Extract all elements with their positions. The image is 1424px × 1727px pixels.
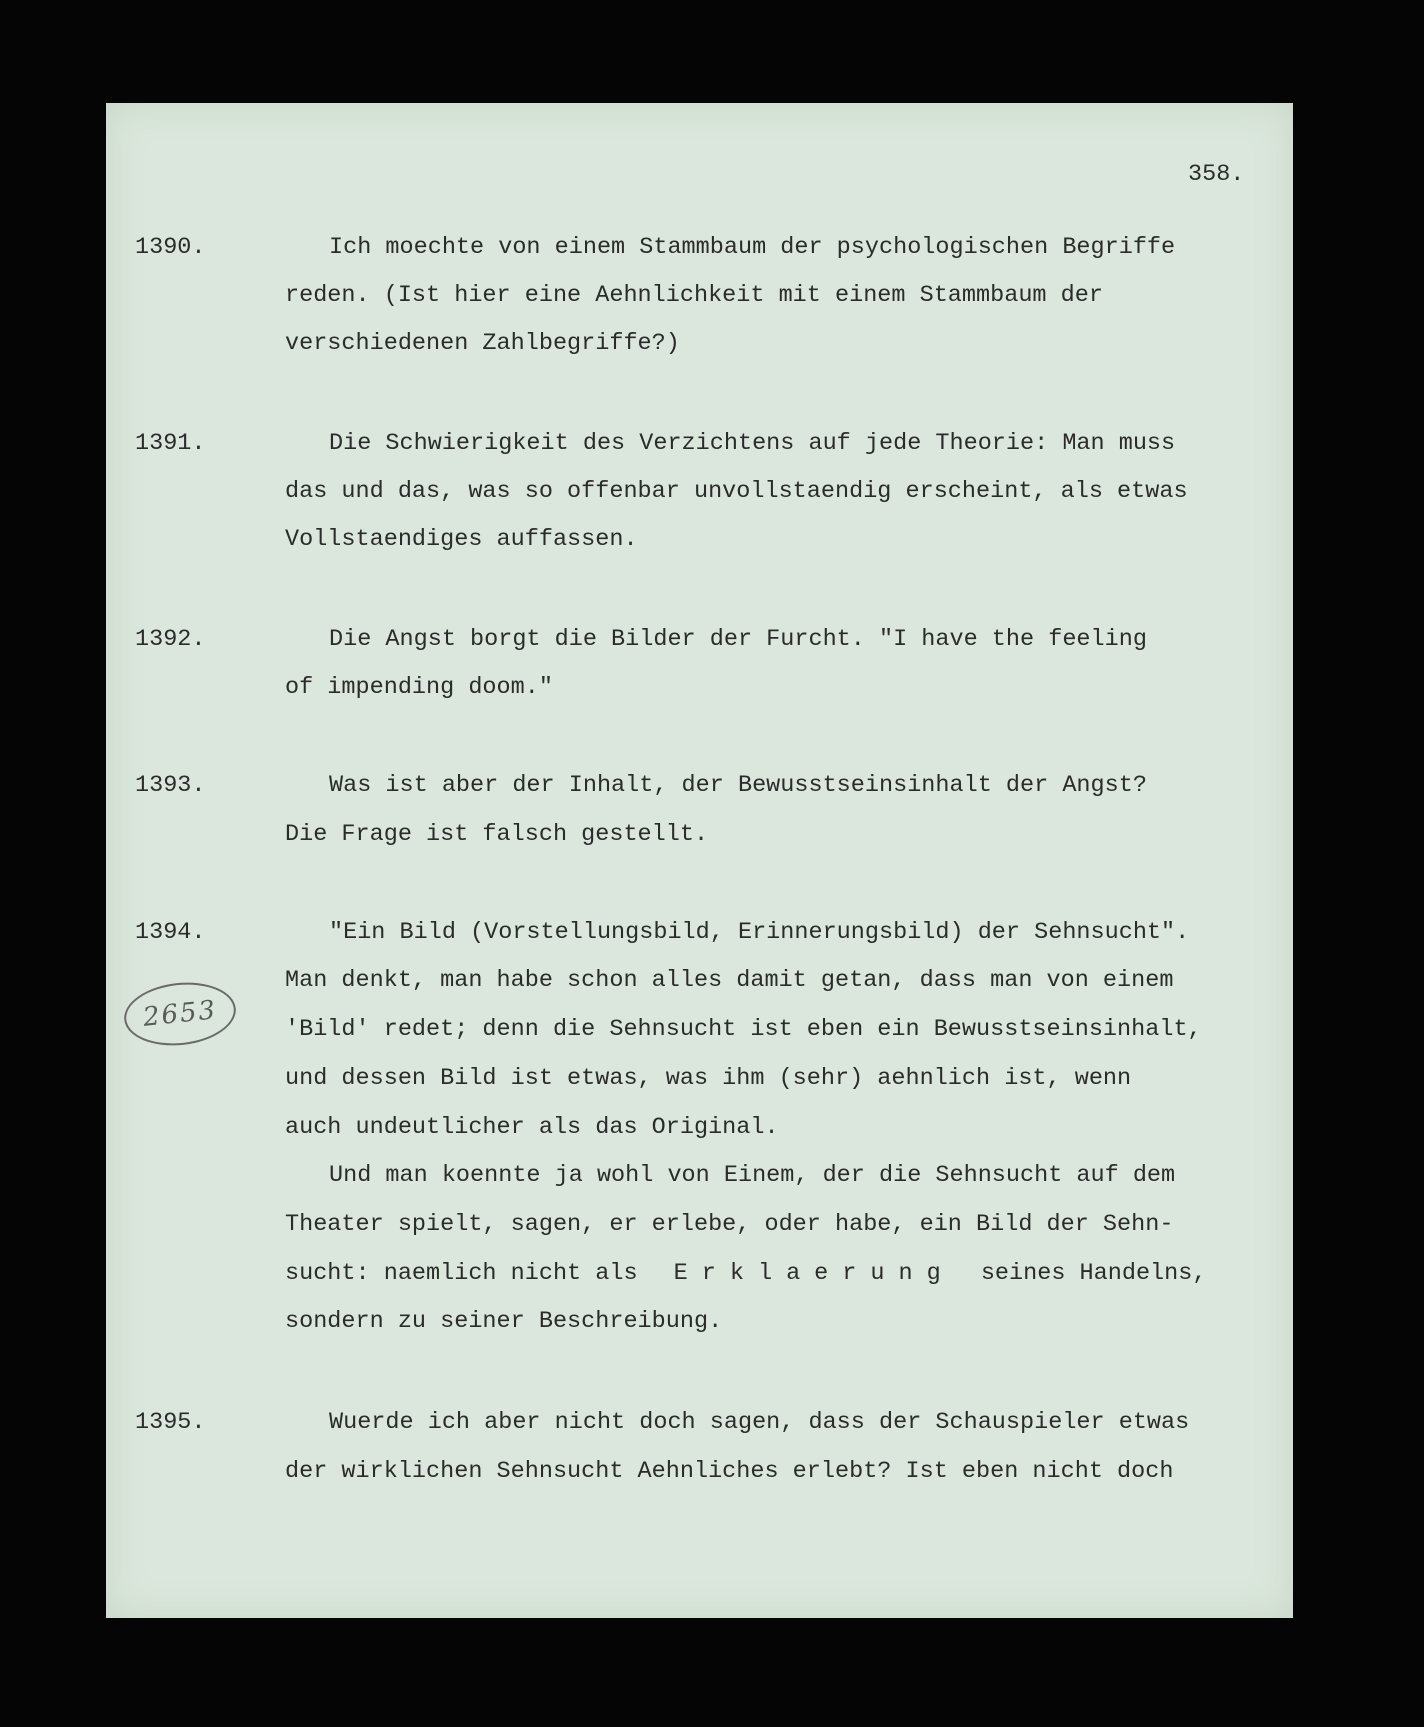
entry-1394-line-8-end: seines Handelns,	[980, 1260, 1207, 1287]
entry-number-1393: 1393.	[135, 772, 206, 799]
entry-number-1395: 1395.	[135, 1409, 206, 1436]
entry-number-1394: 1394.	[135, 919, 206, 946]
entry-1394-line-7: Theater spielt, sagen, er erlebe, oder habe, ein Bild der Sehn-	[285, 1211, 1174, 1238]
page-number: 358.	[1188, 161, 1245, 188]
entry-1393-line-1: Was ist aber der Inhalt, der Bewusstseinsinhalt der Angst?	[329, 772, 1147, 799]
entry-1394-line-9: sondern zu seiner Beschreibung.	[285, 1308, 723, 1335]
entry-1390-line-3: verschiedenen Zahlbegriffe?)	[285, 330, 680, 357]
entry-1394-line-1: "Ein Bild (Vorstellungsbild, Erinnerungsbild) der Sehnsucht".	[329, 919, 1190, 946]
entry-1394-line-5: auch undeutlicher als das Original.	[285, 1114, 779, 1141]
entry-1394-line-6: Und man koennte ja wohl von Einem, der die Sehnsucht auf dem	[329, 1162, 1176, 1189]
entry-number-1390: 1390.	[135, 234, 206, 261]
archive-number-mark: 2653	[121, 977, 239, 1050]
entry-1394-line-2: Man denkt, man habe schon alles damit getan, dass man von einem	[285, 967, 1174, 994]
spaced-emphasis-word: Erklaerung	[673, 1260, 955, 1287]
entry-1391-line-2: das und das, was so offenbar unvollstaendig erscheint, als etwas	[285, 478, 1188, 505]
entry-number-1392: 1392.	[135, 626, 206, 653]
entry-1395-line-1: Wuerde ich aber nicht doch sagen, dass der Schauspieler etwas	[329, 1409, 1190, 1436]
entry-1390-line-1: Ich moechte von einem Stammbaum der psychologischen Begriffe	[329, 234, 1176, 261]
entry-number-1391: 1391.	[135, 430, 206, 457]
entry-1393-line-2: Die Frage ist falsch gestellt.	[285, 821, 709, 848]
entry-1394-line-4: und dessen Bild ist etwas, was ihm (sehr) aehnlich ist, wenn	[285, 1065, 1132, 1092]
entry-1391-line-3: Vollstaendiges auffassen.	[285, 526, 638, 553]
entry-1394-line-3: 'Bild' redet; denn die Sehnsucht ist eben ein Bewusstseinsinhalt,	[285, 1016, 1202, 1043]
entry-1394-line-8-start: sucht: naemlich nicht als	[285, 1260, 638, 1287]
entry-1395-line-2: der wirklichen Sehnsucht Aehnliches erlebt? Ist eben nicht doch	[285, 1458, 1174, 1485]
entry-1392-line-1: Die Angst borgt die Bilder der Furcht. "I have the feeling	[329, 626, 1147, 653]
entry-1391-line-1: Die Schwierigkeit des Verzichtens auf jede Theorie: Man muss	[329, 430, 1176, 457]
typescript-page	[106, 103, 1293, 1618]
entry-1390-line-2: reden. (Ist hier eine Aehnlichkeit mit einem Stammbaum der	[285, 282, 1103, 309]
entry-1392-line-2: of impending doom."	[285, 674, 553, 701]
entry-1394-line-8	[285, 1260, 1206, 1287]
